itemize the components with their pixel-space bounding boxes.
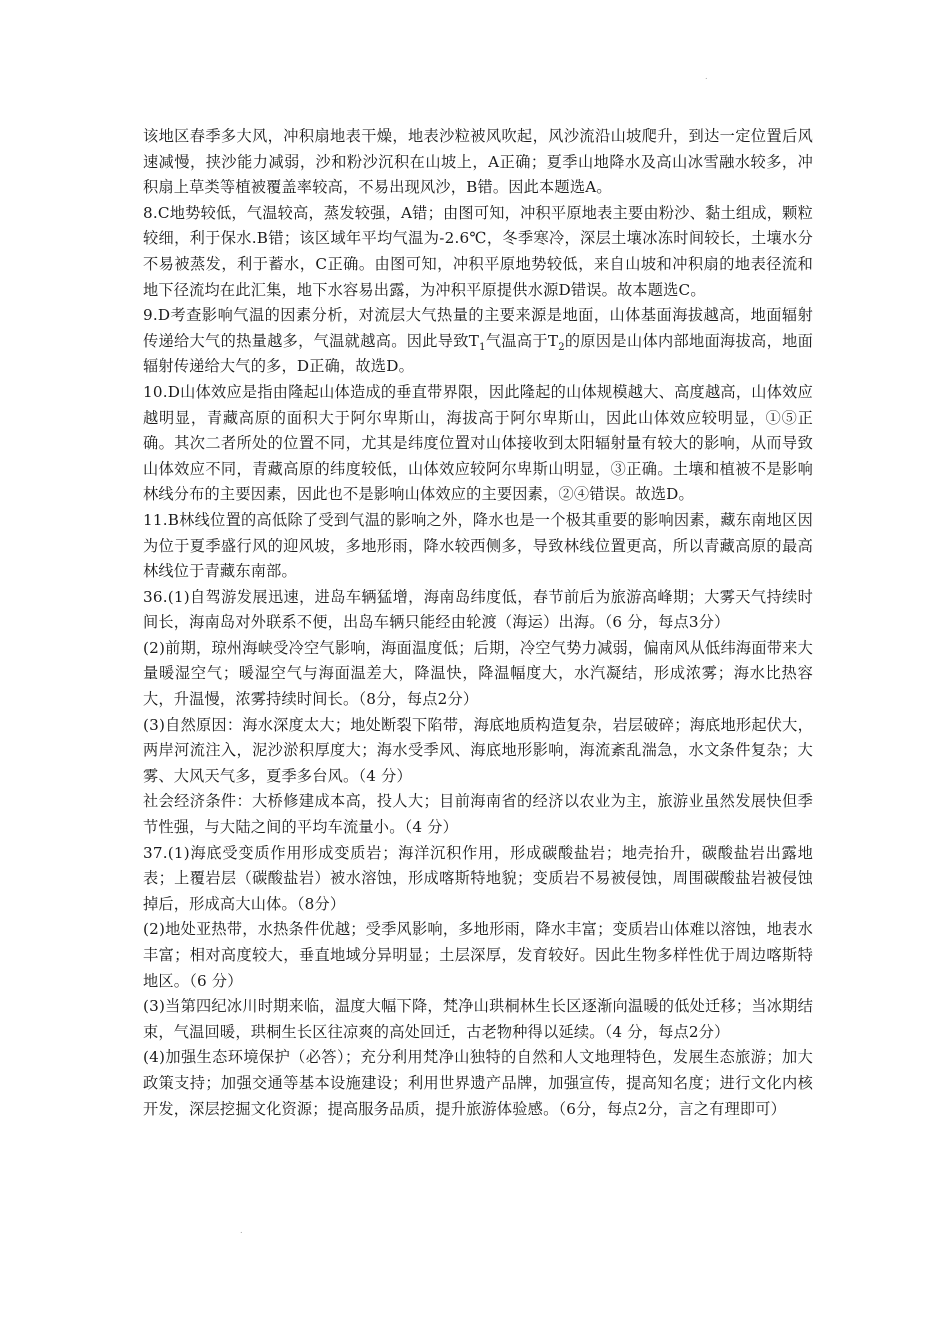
paragraph-q10: 10.D山体效应是指由隆起山体造成的垂直带界限，因此隆起的山体规模越大、高度越高，山体效应越明显，青藏高原的面积大于阿尔卑斯山，海拔高于阿尔卑斯山，因此山体效应较明显，①⑤正确。其次二者所处的位置不同，尤其是纬度位置对山体接收到太阳辐射量有较大的影响，从而导致山体效应不同，青藏高原的纬度较低，山体效应较阿尔卑斯山明显，③正确。土壤和植被不是影响林线分布的主要因素，因此也不是影响山体效应的主要因素，②④错误。故选D。	[143, 382, 813, 504]
q9-text-a: 9.D考查影响气温的因素分析，对流层大气热量的主要来源是地面，山体基面海拔越高，地面辐射传递给大气的热量越多，气温就越高。因此导致T	[143, 306, 813, 350]
page-dot-mark-top: .	[705, 72, 708, 81]
paragraph-q36-3-natural: (3)自然原因：海水深度太大；地处断裂下陷带，海底地质构造复杂，岩层破碎；海底地形起伏大，两岸河流注入，泥沙淤积厚度大；海水受季风、海底地形影响，海流紊乱湍急，水文条件复杂；大雾、大风天气多，夏季多台风。（4 分）	[143, 715, 813, 785]
q9-text-b: 气温高于T	[485, 331, 559, 350]
paragraph-q37-1: 37.(1)海底受变质作用形成变质岩；海洋沉积作用，形成碳酸盐岩；地壳抬升，碳酸盐岩出露地表；上覆岩层（碳酸盐岩）被水溶蚀，形成喀斯特地貌；变质岩不易被侵蚀，周围碳酸盐岩被侵蚀掉后，形成高大山体。（8分）	[143, 843, 813, 913]
q9-text-c: 的原因是山体内部地面海拔高，地面辐射传递给大气的多，D正确，故选D。	[143, 331, 813, 376]
page-dot-mark-bottom: .	[240, 1226, 243, 1235]
q9-subscript-1: 1	[479, 341, 486, 353]
paragraph-q7-continued: 该地区春季多大风，冲积扇地表干燥，地表沙粒被风吹起，风沙流沿山坡爬升，到达一定位置后风速减慢，挟沙能力减弱，沙和粉沙沉积在山坡上，A正确；夏季山地降水及高山冰雪融水较多，冲积扇上草类等植被覆盖率较高，不易出现风沙，B错。因此本题选A。	[143, 127, 813, 197]
paragraph-q36-3-social: 社会经济条件：大桥修建成本高，投人大；目前海南省的经济以农业为主，旅游业虽然发展快但季节性强，与大陆之间的平均车流量小。（4 分）	[143, 792, 813, 837]
paragraph-q37-3: (3)当第四纪冰川时期来临，温度大幅下降，梵净山珙桐林生长区逐渐向温暖的低处迁移；当冰期结束，气温回暖，珙桐生长区往凉爽的高处回迁，古老物种得以延续。（4 分，每点2分）	[143, 997, 813, 1041]
paragraph-q11: 11.B林线位置的高低除了受到气温的影响之外，降水也是一个极其重要的影响因素，藏东南地区因为位于夏季盛行风的迎风坡，多地形雨，降水较西侧多，导致林线位置更高，所以青藏高原的最高林线位于青藏东南部。	[143, 510, 813, 581]
paragraph-q36-2: (2)前期，琼州海峡受冷空气影响，海面温度低；后期，冷空气势力减弱，偏南风从低纬海面带来大量暖湿空气；暖湿空气与海面温差大，降温快，降温幅度大，水汽凝结，形成浓雾；海水比热容大，升温慢，浓雾持续时间长。（8分，每点2分）	[143, 638, 813, 709]
paragraph-q37-2: (2)地处亚热带，水热条件优越；受季风影响，多地形雨，降水丰富；变质岩山体难以溶蚀，地表水丰富；相对高度较大，垂直地域分异明显；土层深厚，发育较好。因此生物多样性优于周边喀斯特地区。（6 分）	[143, 920, 813, 990]
answer-document	[143, 124, 813, 1122]
paragraph-q8: 8.C地势较低，气温较高，蒸发较强，A错；由图可知，冲积平原地表主要由粉沙、黏土组成，颗粒较细，利于保水.B错；该区域年平均气温为-2.6℃，冬季寒冷，深层土壤冰冻时间较长，土壤水分不易被蒸发，利于蓄水，C正确。由图可知，冲积平原地势较低，来自山坡和冲积扇的地表径流和地下径流均在此汇集，地下水容易出露，为冲积平原提供水源D错误。故本题选C。	[143, 203, 813, 299]
paragraph-q36-1: 36.(1)自驾游发展迅速，进岛车辆猛增，海南岛纬度低，春节前后为旅游高峰期；大雾天气持续时间长，海南岛对外联系不便，出岛车辆只能经由轮渡（海运）出海。（6 分，每点3分）	[143, 587, 813, 632]
paragraph-q37-4: (4)加强生态环境保护（必答）；充分利用梵净山独特的自然和人文地理特色，发展生态旅游；加大政策支持；加强交通等基本设施建设；利用世界遗产品牌，加强宣传，提高知名度；进行文化内核开发，深层挖掘文化资源；提高服务品质，提升旅游体验感。（6分，每点2分，言之有理即可）	[143, 1048, 813, 1118]
paragraph-q9	[143, 303, 813, 380]
q9-subscript-2: 2	[558, 341, 565, 353]
